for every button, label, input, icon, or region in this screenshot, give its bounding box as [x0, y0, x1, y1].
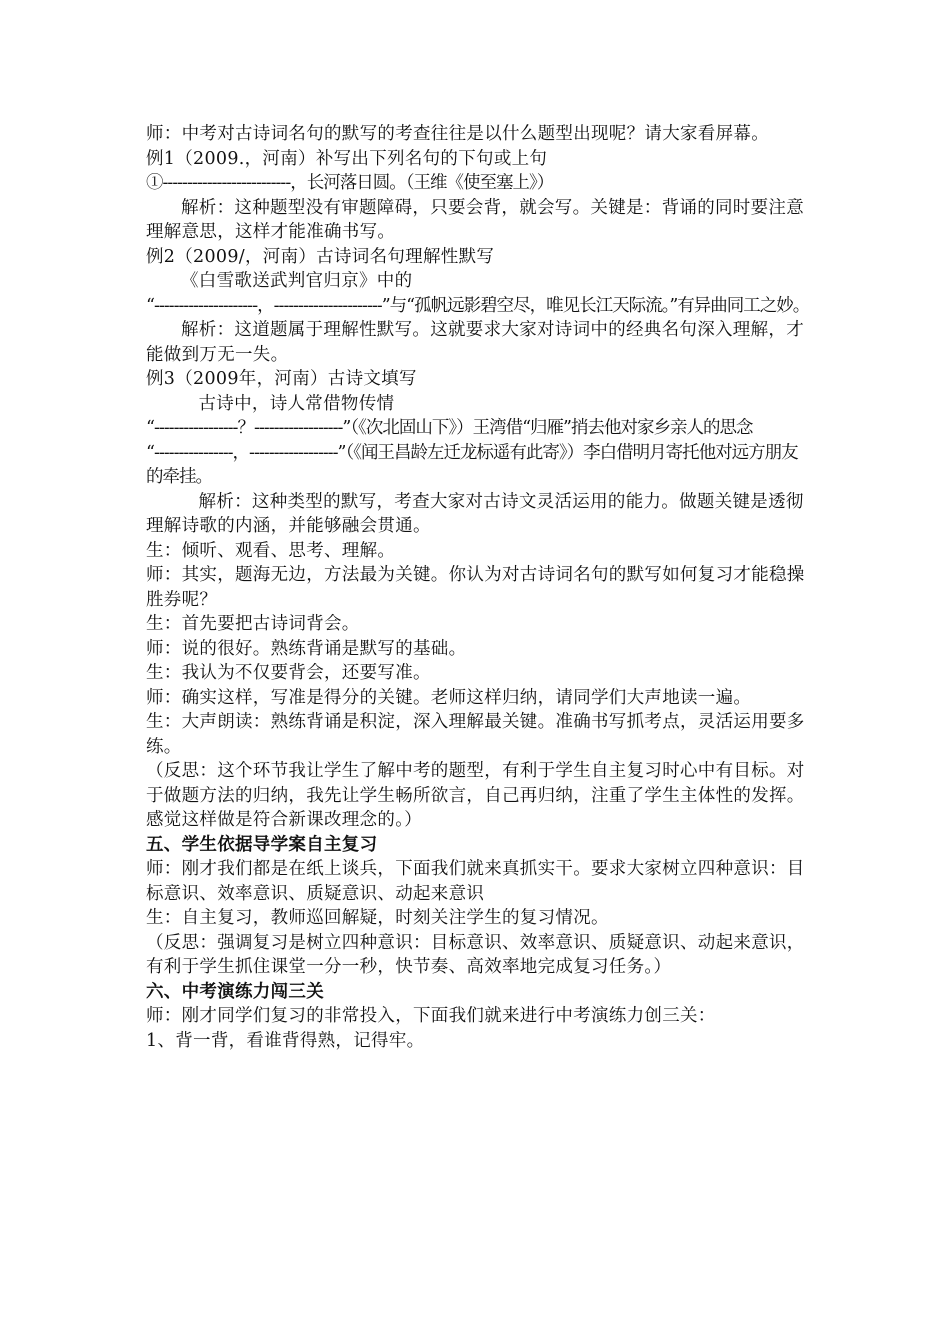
- dialogue-line: 生：首先要把古诗词背会。: [146, 614, 360, 634]
- dialogue-line: 生：倾听、观看、思考、理解。: [146, 540, 396, 561]
- paragraph: 《白雪歌送武判官归京》中的: [181, 271, 413, 291]
- dialogue-line: 师：确实这样，写准是得分的关键。老师这样归纳，请同学们大声地读一遍。: [146, 687, 752, 708]
- dialogue-line: 师：刚才我们都是在纸上谈兵，下面我们就来真抓实干。要求大家树立四种意识：目标意识、效率意识、质疑意识、动起来意识: [146, 859, 805, 904]
- dialogue-line: 师：说的很好。熟练背诵是默写的基础。: [146, 638, 467, 659]
- fill-blank-line: “----------------，------------------”（《闻王昌龄左迁龙标遥有此寄》）李白借明月寄托他对远方朋友的牵挂。: [146, 442, 798, 487]
- example-heading: 例2（2009/，河南）古诗词名句理解性默写: [146, 246, 495, 267]
- section-heading: 六、中考演练力闯三关: [146, 981, 324, 1002]
- section-heading: 五、学生依据导学案自主复习: [146, 834, 378, 855]
- paragraph: 师：中考对古诗词名句的默写的考查往往是以什么题型出现呢？请大家看屏幕。: [146, 124, 769, 144]
- paragraph: 古诗中，诗人常借物传情: [198, 393, 395, 414]
- dialogue-line: 生：我认为不仅要背会，还要写准。: [146, 663, 431, 683]
- analysis-paragraph: 解析：这种题型没有审题障碍，只要会背，就会写。关键是：背诵的同时要注意理解意思，这样才能准确书写。: [146, 197, 804, 242]
- dialogue-line: 师：刚才同学们复习的非常投入，下面我们就来进行中考演练力创三关：: [146, 1006, 716, 1026]
- example-heading: 例3（2009年，河南）古诗文填写: [146, 369, 417, 389]
- analysis-paragraph: 解析：这种类型的默写，考查大家对古诗文灵活运用的能力。做题关键是透彻理解诗歌的内涵，并能够融会贯通。: [146, 491, 804, 536]
- fill-blank-line: “-----------------？------------------”（《次北固山下》）王湾借“归雁”捎去他对家乡亲人的思念: [146, 418, 753, 438]
- analysis-paragraph: 解析：这道题属于理解性默写。这就要求大家对诗词中的经典名句深入理解，才能做到万无一失。: [146, 320, 804, 365]
- reflection-paragraph: （反思：强调复习是树立四种意识：目标意识、效率意识、质疑意识、动起来意识，有利于学生抓住课堂一分一秒，快节奏、高效率地完成复习任务。）: [146, 932, 805, 977]
- dialogue-line: 师：其实，题海无边，方法最为关键。你认为对古诗词名句的默写如何复习才能稳操胜券呢？: [146, 565, 805, 610]
- list-item: 1、背一背，看谁背得熟，记得牢。: [146, 1030, 425, 1051]
- reflection-paragraph: （反思：这个环节我让学生了解中考的题型，有利于学生自主复习时心中有目标。对于做题方法的归纳，我先让学生畅所欲言，自己再归纳，注重了学生主体性的发挥。感觉这样做是符合新课改理念的。）: [146, 761, 805, 830]
- dialogue-line: 生：自主复习，教师巡回解疑，时刻关注学生的复习情况。: [146, 908, 609, 928]
- example-heading: 例1（2009.，河南）补写出下列名句的下句或上句: [146, 148, 548, 169]
- fill-blank-line: “---------------------，----------------------”与“孤帆远影碧空尽，唯见长江天际流。”有异曲同工之妙。: [146, 295, 810, 316]
- document-page: [146, 122, 810, 1053]
- fill-blank-line: ①--------------------------，长河落日圆。（王维《使至塞上》）: [146, 173, 554, 193]
- dialogue-line: 生：大声朗读：熟练背诵是积淀，深入理解最关键。准确书写抓考点，灵活运用要多练。: [146, 712, 805, 757]
